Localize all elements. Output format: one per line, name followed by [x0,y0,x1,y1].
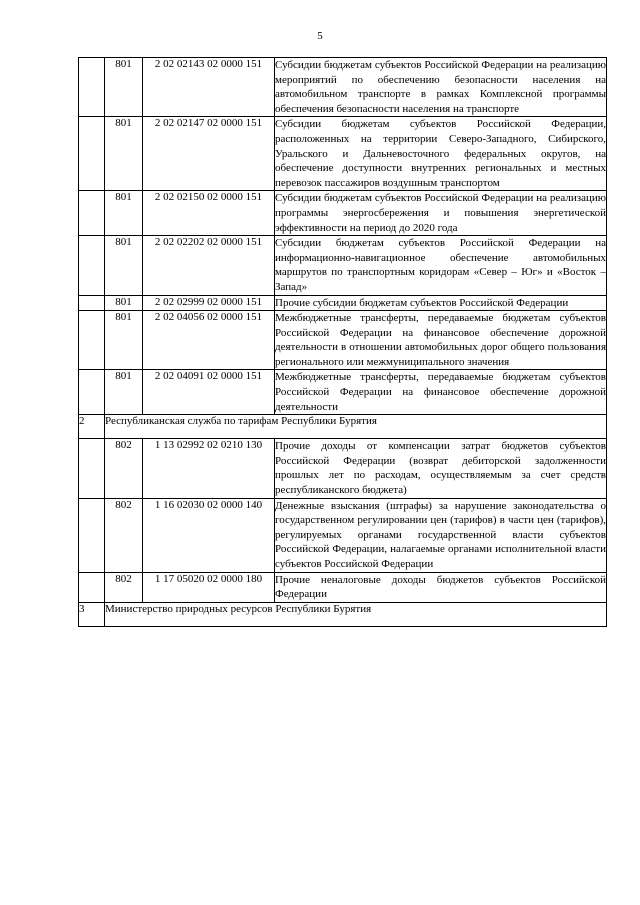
row-number-cell [79,498,105,572]
admin-code-cell: 801 [105,58,143,117]
table-row [79,498,607,572]
table-row [79,191,607,236]
admin-code-cell: 801 [105,191,143,236]
description-cell: Прочие субсидии бюджетам субъектов Российской Федерации [275,295,607,311]
description-cell: Межбюджетные трансферты, передаваемые бюджетам субъектов Российской Федерации на финансовое обеспечение дорожной деятельности в отношении автомобильных дорог общего пользования регионального или межмуниципального значения [275,311,607,370]
revenue-code-cell: 1 17 05020 02 0000 180 [143,572,275,602]
table-row [79,370,607,415]
revenue-codes-table [78,57,607,627]
revenue-code-cell: 2 02 02150 02 0000 151 [143,191,275,236]
revenue-code-cell: 1 16 02030 02 0000 140 [143,498,275,572]
row-number-cell [79,439,105,498]
description-cell: Межбюджетные трансферты, передаваемые бюджетам субъектов Российской Федерации на финансовое обеспечение дорожной деятельности [275,370,607,415]
admin-code-cell: 802 [105,439,143,498]
description-cell: Прочие доходы от компенсации затрат бюджетов субъектов Российской Федерации (возврат дебиторской задолженности прошлых лет по расходам, осуществляемым за счет средств республиканского бюджета) [275,439,607,498]
row-number-cell [79,370,105,415]
revenue-code-cell: 2 02 02143 02 0000 151 [143,58,275,117]
section-title: Министерство природных ресурсов Республики Бурятия [105,602,607,626]
admin-code-cell: 802 [105,572,143,602]
row-number-cell [79,117,105,191]
description-cell: Субсидии бюджетам субъектов Российской Федерации на реализацию программы энергосбережения и повышения энергетической эффективности на период до 2020 года [275,191,607,236]
row-number-cell [79,295,105,311]
admin-code-cell: 801 [105,370,143,415]
table-body [79,58,607,627]
table-row [79,117,607,191]
section-title: Республиканская служба по тарифам Республики Бурятия [105,415,607,439]
row-number-cell [79,191,105,236]
description-cell: Денежные взыскания (штрафы) за нарушение законодательства о государственном регулировании цен (тарифов) в части цен (тарифов), регулируемых органами государственной власти субъектов Российской Федерации, налагаемые органами исполнительной власти субъектов Российской Федерации [275,498,607,572]
revenue-code-cell: 2 02 02999 02 0000 151 [143,295,275,311]
table-row [79,572,607,602]
admin-code-cell: 801 [105,295,143,311]
revenue-code-cell: 2 02 02202 02 0000 151 [143,236,275,295]
table-row [79,439,607,498]
description-cell: Субсидии бюджетам субъектов Российской Федерации на реализацию мероприятий по обеспечению безопасности населения на автомобильном транспорте в рамках Комплексной программы обеспечения безопасности населения на транспорте [275,58,607,117]
page-number: 5 [317,30,323,42]
admin-code-cell: 801 [105,117,143,191]
section-number: 2 [79,415,105,439]
description-cell: Прочие неналоговые доходы бюджетов субъектов Российской Федерации [275,572,607,602]
row-number-cell [79,58,105,117]
revenue-code-cell: 2 02 02147 02 0000 151 [143,117,275,191]
description-cell: Субсидии бюджетам субъектов Российской Федерации, расположенных на территории Северо-Западного, Сибирского, Уральского и Дальневосточного федеральных округов, на обеспечение доступности внутренних региональных и местных перевозок пассажиров воздушным транспортом [275,117,607,191]
section-number: 3 [79,602,105,626]
admin-code-cell: 802 [105,498,143,572]
table-row [79,295,607,311]
row-number-cell [79,236,105,295]
row-number-cell [79,572,105,602]
revenue-code-cell: 2 02 04091 02 0000 151 [143,370,275,415]
admin-code-cell: 801 [105,311,143,370]
section-header-row [79,415,607,439]
revenue-code-cell: 1 13 02992 02 0210 130 [143,439,275,498]
table-row [79,311,607,370]
revenue-code-cell: 2 02 04056 02 0000 151 [143,311,275,370]
section-header-row [79,602,607,626]
table-row [79,236,607,295]
description-cell: Субсидии бюджетам субъектов Российской Федерации на информационно-навигационное обеспечение автомобильных маршрутов по транспортным коридорам «Север – Юг» и «Восток – Запад» [275,236,607,295]
admin-code-cell: 801 [105,236,143,295]
table-row [79,58,607,117]
row-number-cell [79,311,105,370]
